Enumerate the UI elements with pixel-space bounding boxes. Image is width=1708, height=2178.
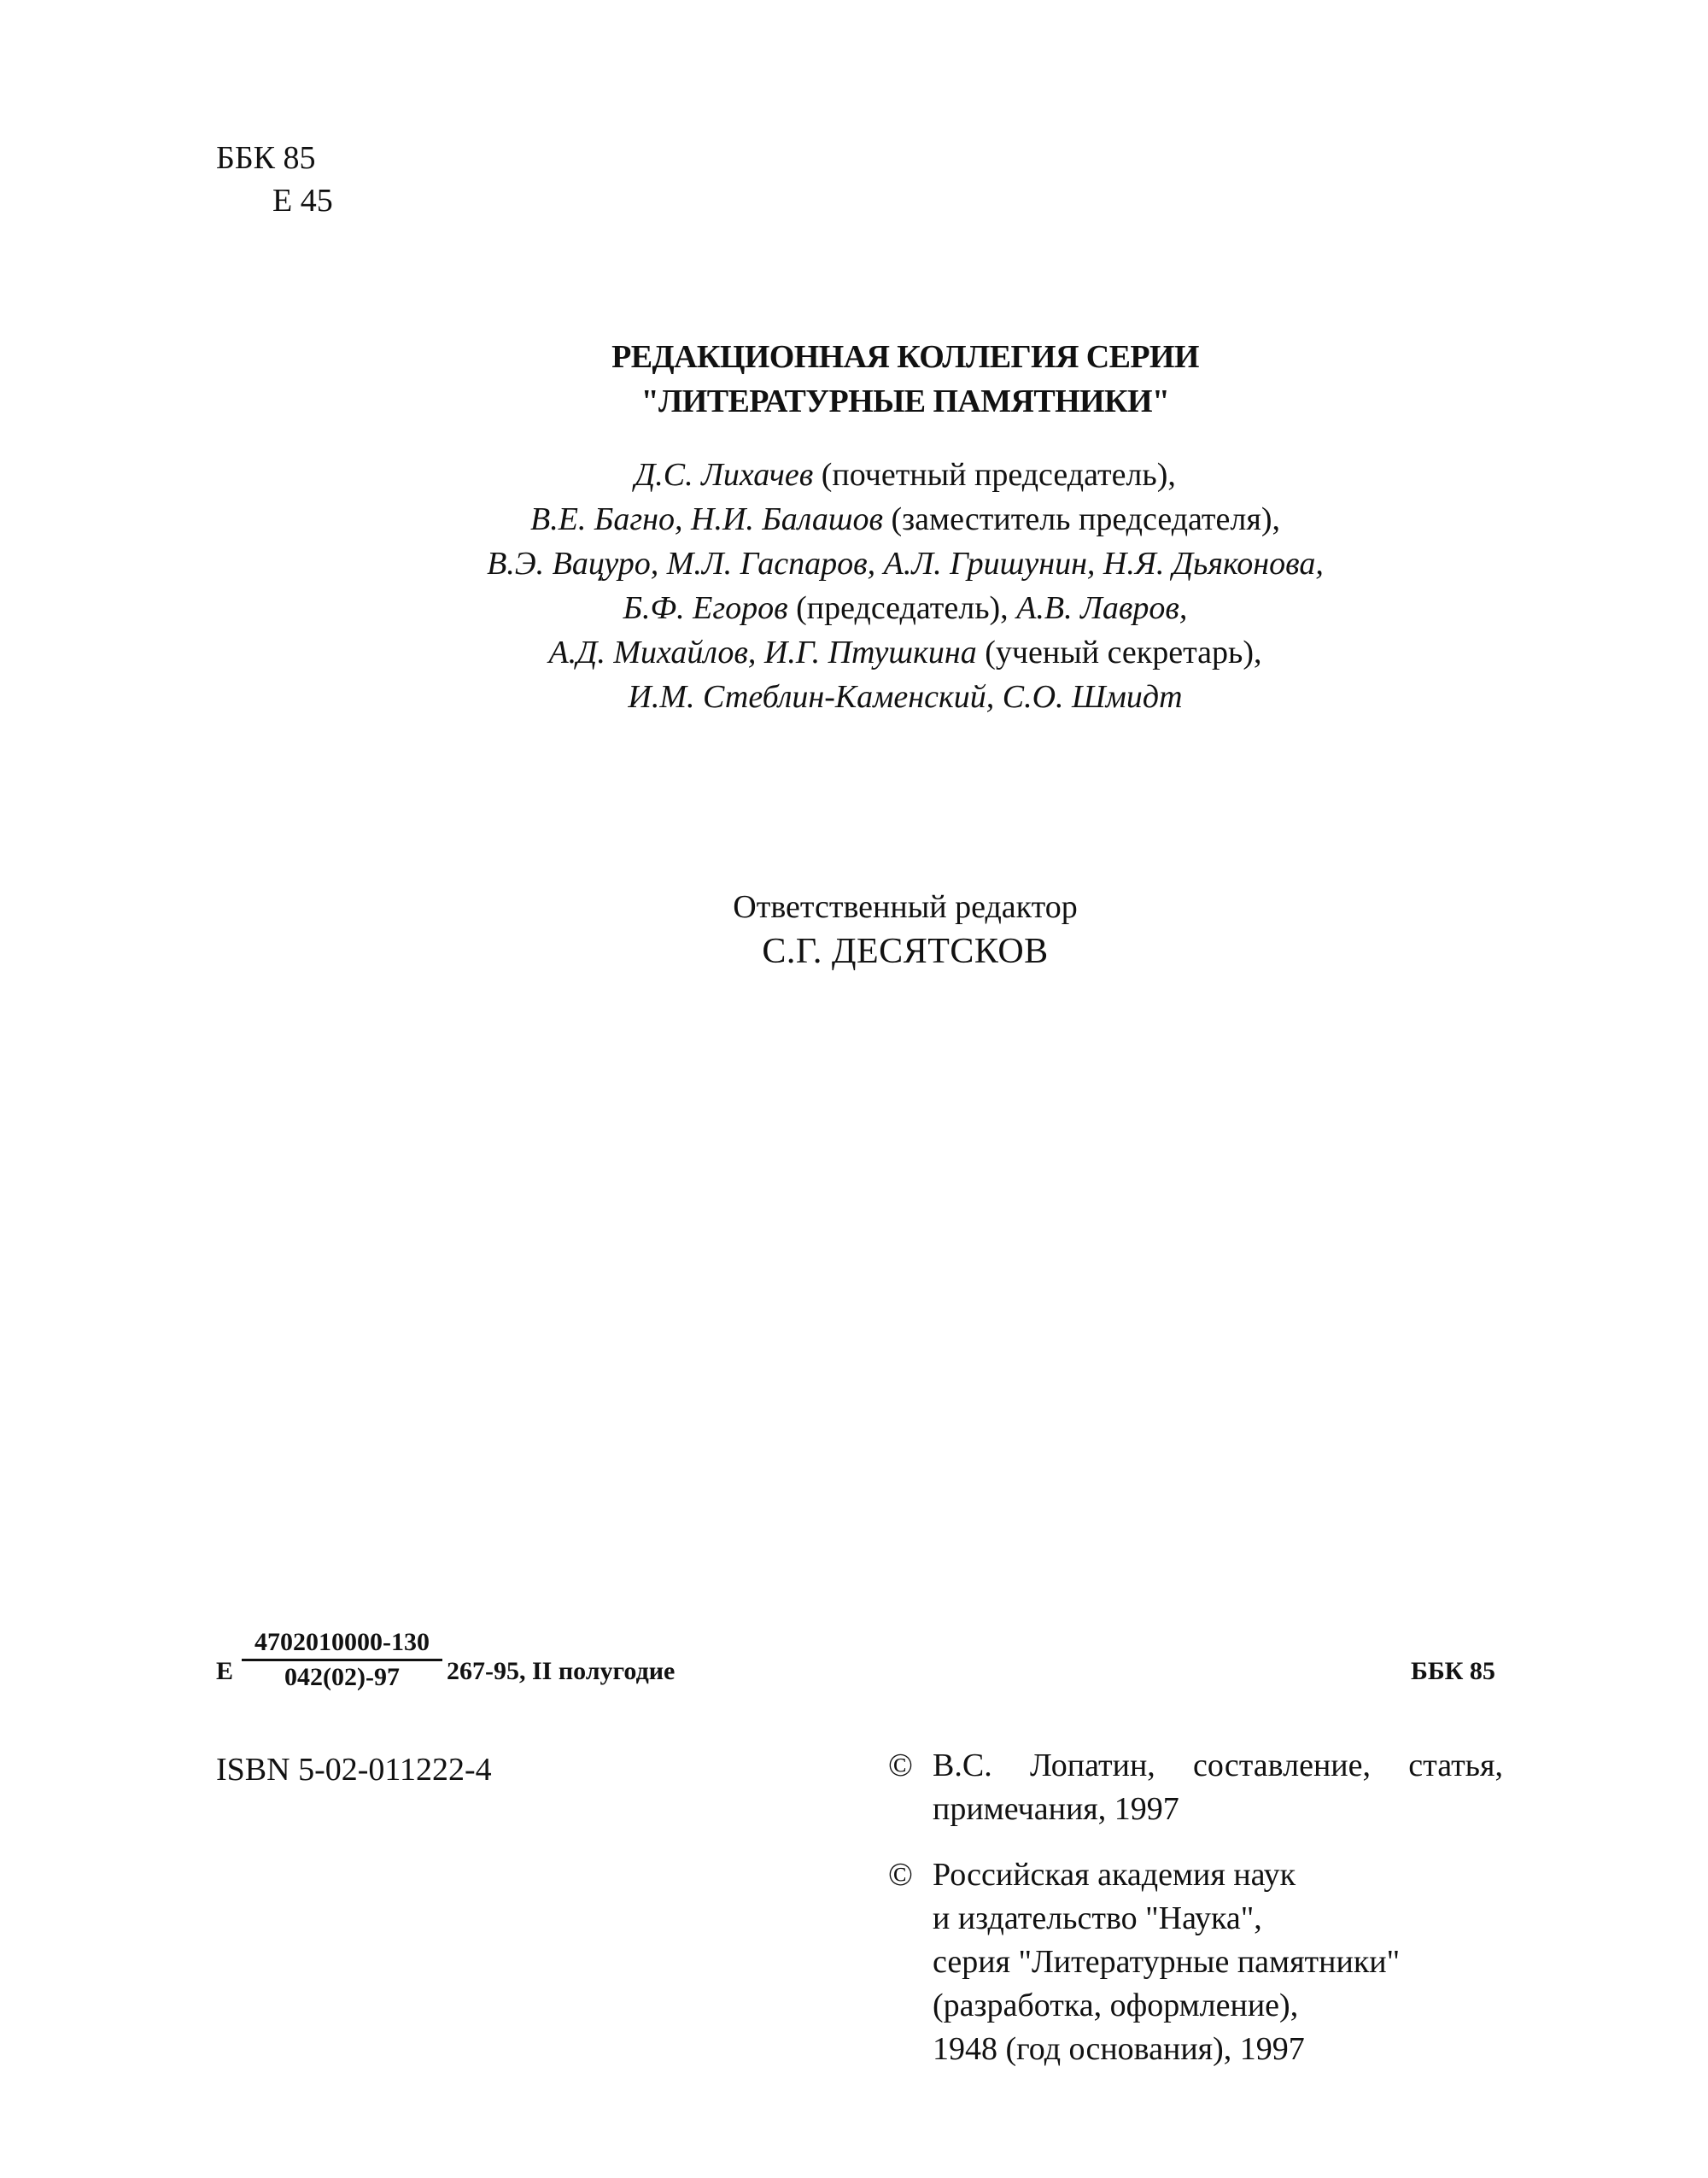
classification-code-top bbox=[216, 137, 333, 222]
author-mark: Е 45 bbox=[272, 183, 333, 219]
code-numerator: 4702010000-130 bbox=[242, 1626, 442, 1661]
code-denominator: 042(02)-97 bbox=[284, 1663, 400, 1691]
copyright-line: В.С. Лопатин, составление, статья, bbox=[933, 1748, 1503, 1783]
member-names: А.Д. Михайлов, И.Г. Птушкина bbox=[548, 635, 977, 670]
editorial-board bbox=[0, 335, 1708, 719]
copyright-line: примечания, 1997 bbox=[933, 1791, 1179, 1827]
editor-role: Ответственный редактор bbox=[733, 889, 1078, 925]
board-members-list bbox=[0, 453, 1708, 719]
editor-name: С.Г. ДЕСЯТСКОВ bbox=[762, 932, 1049, 971]
code-fraction bbox=[242, 1626, 442, 1694]
member-names: В.Э. Вацуро, М.Л. Гаспаров, А.Л. Гришунин, Н.Я. Дьяконова, bbox=[487, 546, 1324, 582]
copyright-symbol: © bbox=[888, 1857, 913, 1893]
bbk-code: ББК 85 bbox=[216, 140, 316, 176]
editorial-board-title bbox=[0, 335, 1708, 424]
board-member-line bbox=[0, 542, 1708, 586]
board-member-line bbox=[0, 675, 1708, 719]
member-role: (почетный председатель), bbox=[813, 457, 1176, 493]
board-member-line bbox=[0, 630, 1708, 675]
classification-code-bottom: ББК 85 bbox=[1411, 1657, 1495, 1685]
copyright-line: 1948 (год основания), 1997 bbox=[933, 2031, 1305, 2067]
board-member-line bbox=[0, 497, 1708, 542]
member-names: Б.Ф. Егоров bbox=[623, 590, 788, 626]
member-role: (заместитель председателя), bbox=[883, 501, 1280, 537]
copyright-line: и издательство "Наука", bbox=[933, 1900, 1262, 1936]
isbn: ISBN 5-02-011222-4 bbox=[216, 1752, 492, 1788]
board-member-line bbox=[0, 586, 1708, 630]
copyright-line: серия "Литературные памятники" bbox=[933, 1944, 1401, 1980]
copyright-line: (разработка, оформление), bbox=[933, 1988, 1299, 2023]
code-tail: 267-95, II полугодие bbox=[447, 1657, 676, 1685]
board-member-line bbox=[0, 453, 1708, 497]
member-names: В.Е. Багно, Н.И. Балашов bbox=[529, 501, 884, 537]
responsible-editor bbox=[0, 885, 1708, 974]
code-letter: Е bbox=[216, 1657, 234, 1685]
member-names: И.М. Стеблин-Каменский, С.О. Шмидт bbox=[628, 679, 1183, 715]
copyright-symbol: © bbox=[888, 1748, 913, 1783]
copyright-notice bbox=[888, 1744, 1503, 1831]
copyright-notice bbox=[888, 1853, 1503, 2071]
member-role: (ученый секретарь), bbox=[976, 635, 1262, 670]
member-names: А.В. Лавров, bbox=[1016, 590, 1188, 626]
copyright-line: Российская академия наук bbox=[933, 1857, 1296, 1893]
member-role: (председатель), bbox=[787, 590, 1017, 626]
member-names: Д.С. Лихачев bbox=[635, 457, 814, 493]
board-title-line: РЕДАКЦИОННАЯ КОЛЛЕГИЯ СЕРИИ bbox=[611, 339, 1199, 375]
board-title-line: "ЛИТЕРАТУРНЫЕ ПАМЯТНИКИ" bbox=[640, 383, 1170, 419]
